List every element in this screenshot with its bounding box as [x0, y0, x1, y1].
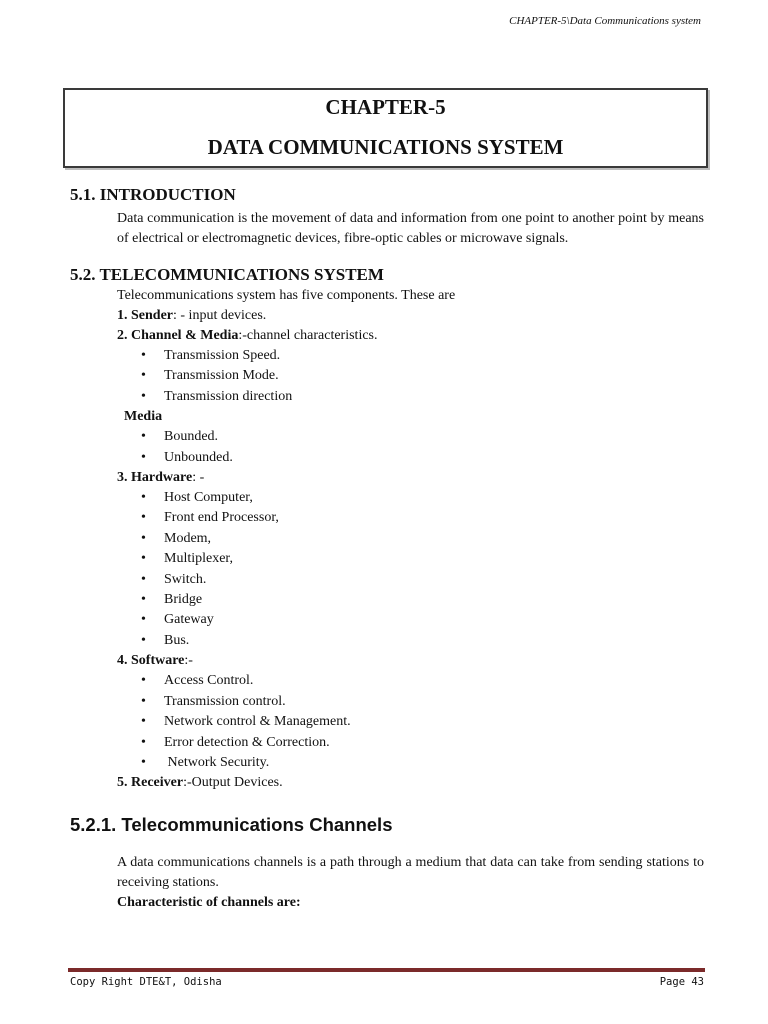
list-item: • Modem, [141, 529, 704, 549]
footer-page-number: Page 43 [659, 976, 704, 988]
channel-label: 2. Channel & Media [117, 328, 239, 343]
list-item: • Bus. [141, 631, 704, 651]
chapter-title: DATA COMMUNICATIONS SYSTEM [207, 135, 564, 159]
section-heading-introduction: 5.1. INTRODUCTION [70, 185, 236, 204]
footer-divider [68, 968, 705, 972]
list-item: • Switch. [141, 570, 704, 590]
media-label: Media [124, 409, 163, 425]
list-item: • Bridge [141, 590, 704, 610]
running-header: CHAPTER-5\Data Communications system [509, 15, 701, 27]
footer-copyright: Copy Right DTE&T, Odisha [70, 976, 222, 988]
chapter-title-box [63, 88, 708, 168]
list-item: • Network Security. [141, 753, 704, 773]
section-heading-telecom-system: 5.2. TELECOMMUNICATIONS SYSTEM [70, 265, 384, 284]
list-item: • Access Control. [141, 671, 704, 691]
sender-text: : - input devices. [173, 308, 267, 323]
introduction-paragraph: Data communication is the movement of data and information from one point to another point by means of electrical or electromagnetic devices, fibre-optic cables or microwave signals. [117, 211, 704, 246]
list-item: • Front end Processor, [141, 508, 704, 528]
list-item: • Error detection & Correction. [141, 733, 704, 753]
software-text: :- [184, 653, 193, 669]
media-list [141, 427, 704, 468]
list-item: • Unbounded. [141, 448, 704, 468]
hardware-label: 3. Hardware [117, 470, 193, 486]
list-item: • Multiplexer, [141, 549, 704, 569]
section-heading-telecom-channels: 5.2.1. Telecommunications Channels [70, 814, 393, 836]
receiver-label: 5. Receiver [117, 775, 184, 791]
hardware-list [141, 488, 704, 651]
component-hardware [117, 468, 704, 488]
sender-label: 1. Sender [117, 308, 173, 323]
telecom-intro: Telecommunications system has five components. These are [117, 288, 456, 303]
page-content [70, 184, 704, 913]
component-sender [117, 306, 704, 326]
characteristics-label: Characteristic of channels are: [117, 895, 301, 911]
hardware-text: : - [192, 470, 205, 486]
list-item: • Transmission control. [141, 692, 704, 712]
channel-list [141, 346, 704, 407]
channels-paragraph: A data communications channels is a path through a medium that data can take from sending stations to receiving stations. [117, 855, 704, 891]
list-item: • Gateway [141, 610, 704, 630]
list-item: • Transmission direction [141, 387, 704, 407]
list-item: • Bounded. [141, 427, 704, 447]
list-item: • Transmission Speed. [141, 346, 704, 366]
software-label: 4. Software [117, 653, 185, 669]
list-item: • Transmission Mode. [141, 366, 704, 386]
receiver-text: :-Output Devices. [183, 775, 283, 791]
component-software [117, 651, 704, 671]
component-channel [117, 326, 704, 346]
channel-characteristics-label [117, 893, 704, 913]
software-list [141, 671, 704, 773]
component-receiver [117, 773, 704, 793]
list-item: • Network control & Management. [141, 712, 704, 732]
chapter-number: CHAPTER-5 [325, 95, 446, 119]
list-item: • Host Computer, [141, 488, 704, 508]
channel-text: :-channel characteristics. [238, 328, 378, 343]
